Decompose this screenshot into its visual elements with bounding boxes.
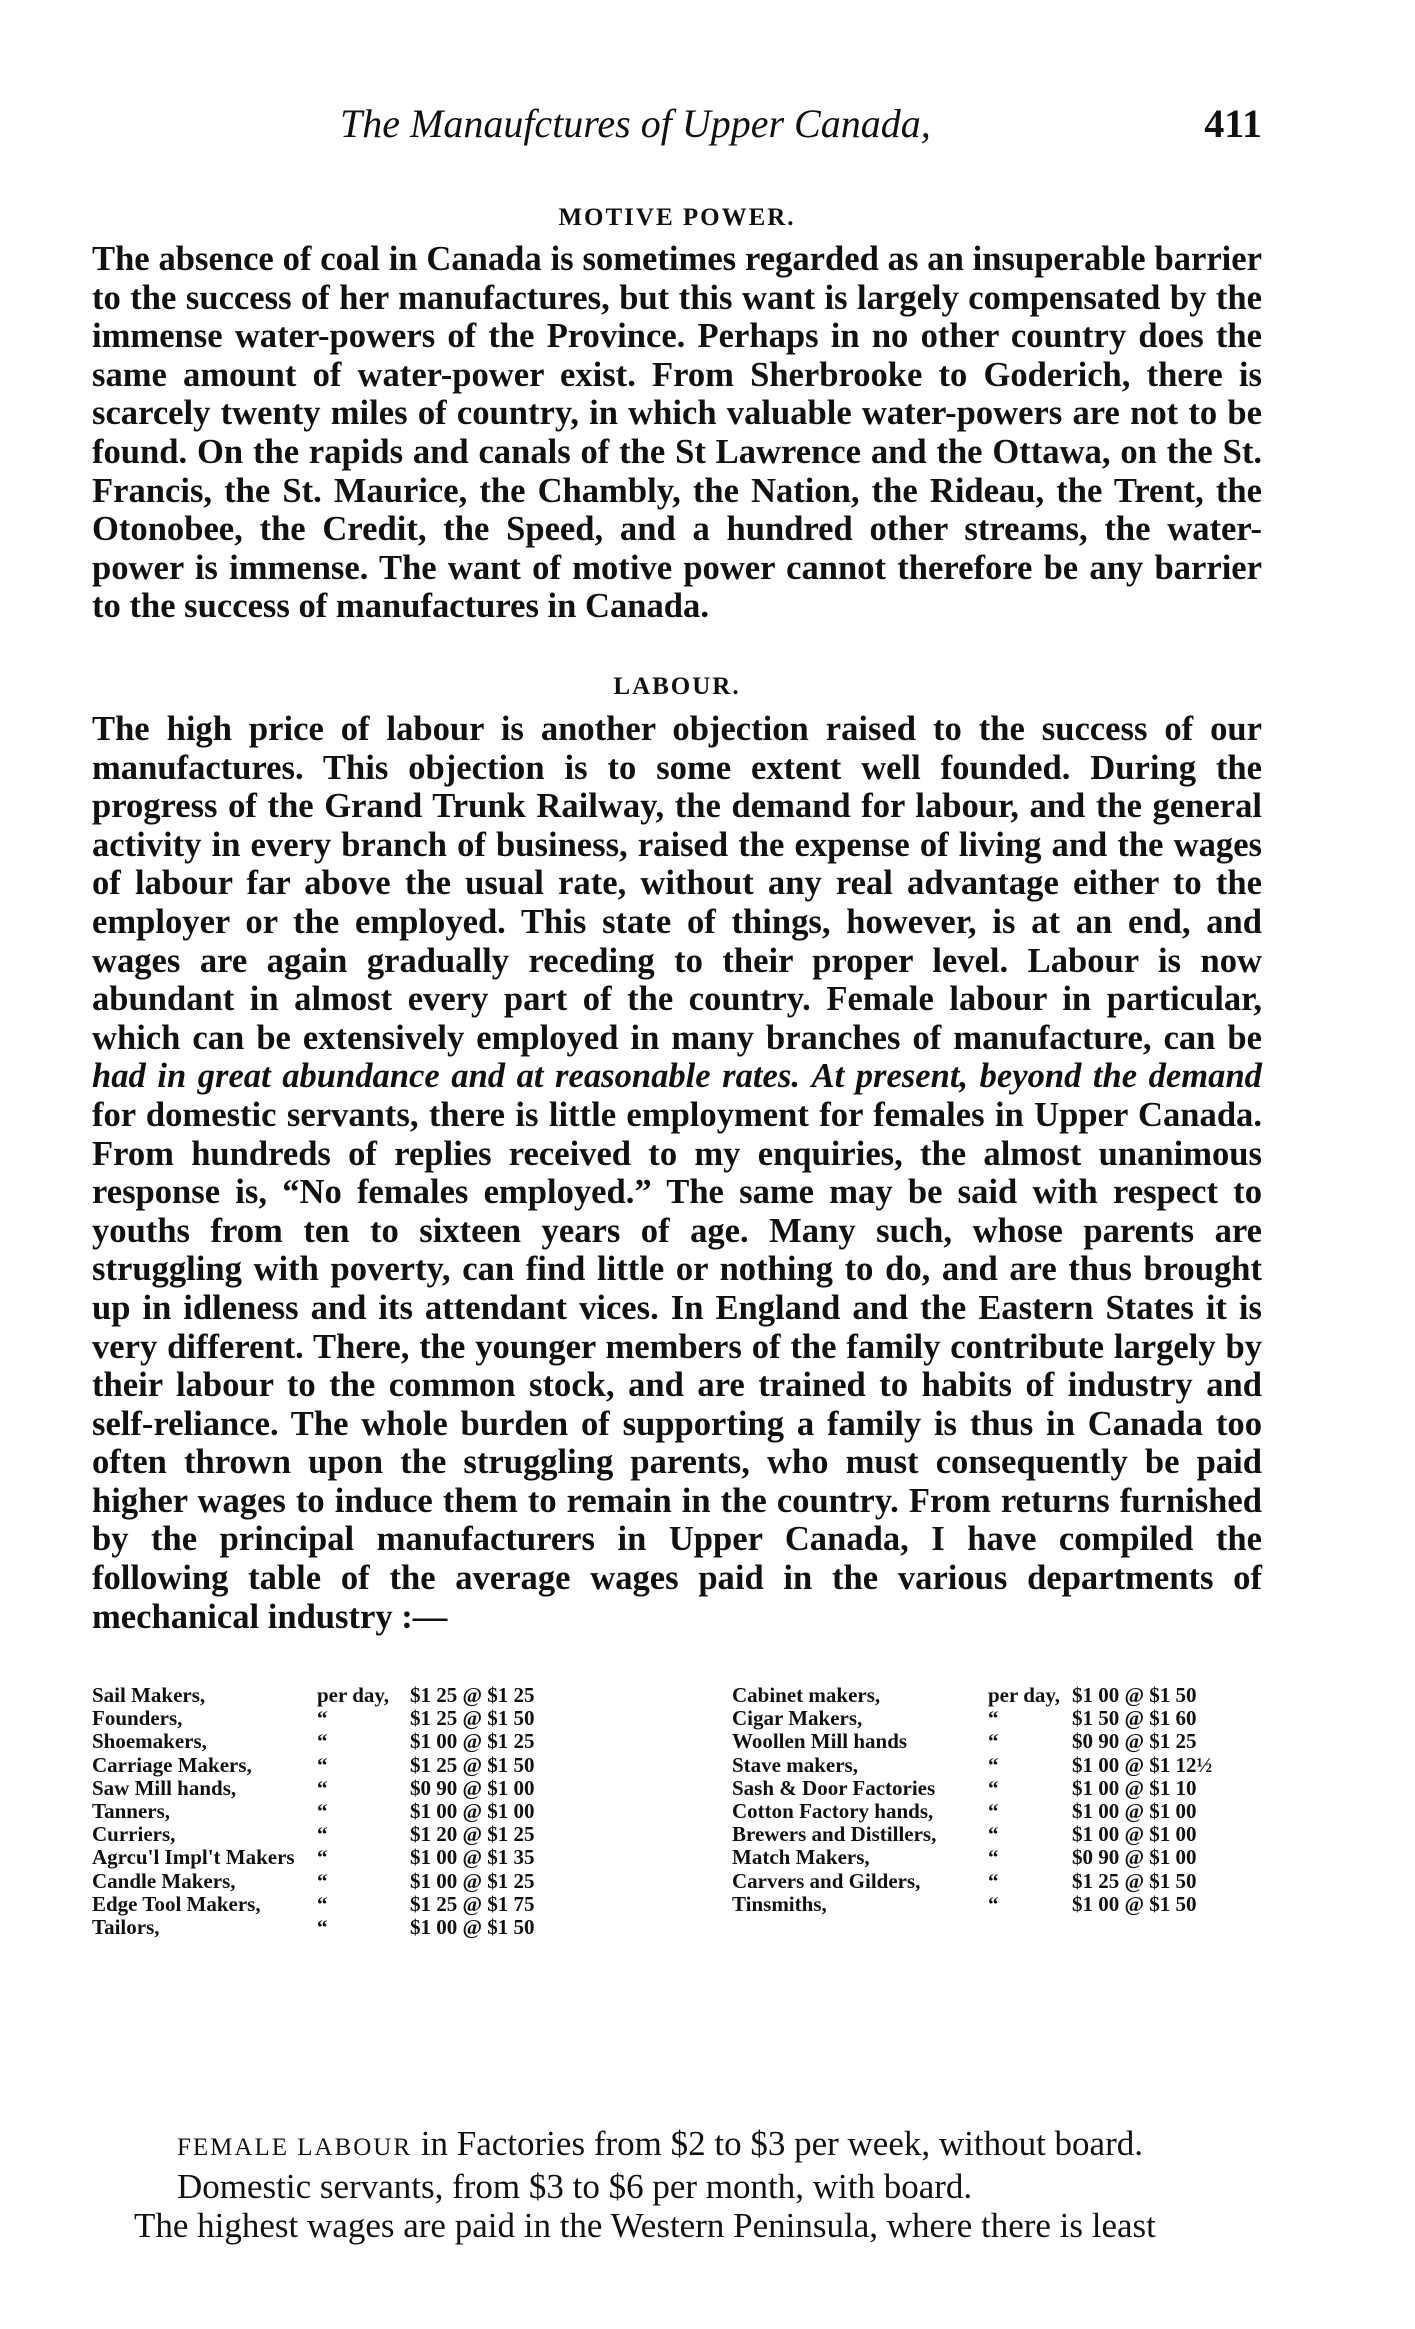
wage-trade: Cabinet makers, (732, 1683, 881, 1707)
wage-trade: Carriage Makers, (92, 1752, 252, 1777)
wage-trade: Woollen Mill hands (732, 1729, 908, 1754)
wage-trade: Tanners, (92, 1798, 171, 1823)
wage-row (92, 1823, 632, 1846)
domestic-servants-line: Domestic servants, from $3 to $6 per month, with board. (177, 2167, 973, 2206)
wage-unit: “ (988, 1729, 999, 1754)
labour-text-part-1: The high price of labour is another objection raised to the success of our manufactures. This objection is to some extent well founded. During the progress of the Grand Trunk Railway, the demand for labour, and the general activity in every branch of business, raised the expense of living and the wages of labour far above the usual rate, without any real advantage either to the employer or the employed. This state of things, however, is at an end, and wages are again gradually receding to their proper level. Labour is now abundant in almost every part of the country. Female labour in particular, which can be extensively employed in many branches of manufacture, can be (92, 710, 1262, 1057)
female-labour-label: FEMALE LABOUR (177, 2134, 413, 2161)
wage-trade: Curriers, (92, 1822, 176, 1847)
wage-row (92, 1916, 632, 1939)
wage-row (732, 1846, 1262, 1869)
wage-trade: Carvers and Gilders, (732, 1868, 921, 1893)
wage-unit: “ (317, 1752, 328, 1777)
wage-range: $1 20 @ $1 25 (410, 1822, 535, 1847)
wage-row (732, 1823, 1262, 1846)
wage-range: $1 25 @ $1 50 (410, 1752, 535, 1777)
wage-row (92, 1846, 632, 1869)
wage-unit: per day, (317, 1683, 389, 1707)
wage-trade: Tinsmiths, (732, 1891, 827, 1916)
wage-range: $1 25 @ $1 50 (1072, 1868, 1197, 1893)
wage-row (732, 1754, 1262, 1777)
wage-row (92, 1754, 632, 1777)
wage-row (92, 1893, 632, 1916)
wage-row (732, 1684, 1262, 1707)
wage-range: $1 25 @ $1 50 (410, 1706, 535, 1731)
wage-trade: Stave makers, (732, 1752, 858, 1777)
wage-unit: “ (988, 1798, 999, 1823)
wage-trade: Match Makers, (732, 1845, 870, 1870)
labour-italic-1: had in great abundance and at reasonable rates. (92, 1057, 800, 1096)
wage-unit: “ (317, 1868, 328, 1893)
wage-row (732, 1800, 1262, 1823)
paragraph-motive-power: The absence of coal in Canada is sometimes regarded as an insuperable barrier to the success of her manufactures, but this want is largely compensated by the immense water-powers of the Province. Perhaps in no other country does the same amount of water-power exist. From Sherbrooke to Goderich, there is scarcely twenty miles of country, in which valuable water-powers are not to be found. On the rapids and canals of the St Lawrence and the Ottawa, on the St. Francis, the St. Maurice, the Chambly, the Nation, the Rideau, the Trent, the Otonobee, the Credit, the Speed, and a hundred other streams, the water-power is immense. The want of motive power cannot therefore be any barrier to the success of manufactures in Canada. (92, 240, 1262, 626)
running-title: The Manaufctures of Upper Canada, (340, 101, 931, 146)
wage-row (732, 1730, 1262, 1753)
wage-trade: Tailors, (92, 1914, 160, 1939)
wage-unit: “ (988, 1752, 999, 1777)
wage-row (92, 1800, 632, 1823)
wage-row (732, 1870, 1262, 1893)
wage-trade: Edge Tool Makers, (92, 1891, 261, 1916)
wage-unit: “ (317, 1822, 328, 1847)
wage-row (92, 1777, 632, 1800)
labour-italic-2: At present, beyond the demand (811, 1057, 1262, 1096)
wage-unit: “ (988, 1822, 999, 1847)
wage-range: $1 00 @ $1 00 (1072, 1798, 1197, 1823)
wage-range: $1 25 @ $1 25 (410, 1683, 535, 1707)
labour-text-part-2: for domestic servants, there is little employment for females in Upper Canada. From hundreds of replies received to my enquiries, the almost unanimous response is, “No females employed.” The same may be said with respect to youths from ten to sixteen years of age. Many such, whose parents are struggling with poverty, can find little or nothing to do, and are thus brought up in idleness and its attendant vices. In England and the Eastern States it is very different. There, the younger members of the family contribute largely by their labour to the common stock, and are trained to habits of industry and self-reliance. The whole burden of supporting a family is thus in Canada too often thrown upon the struggling parents, who must consequently be paid higher wages to induce them to remain in the country. From returns furnished by the principal manufacturers in Upper Canada, I have compiled the following table of the average wages paid in the various departments of mechanical industry :— (92, 1095, 1262, 1636)
page-header (92, 100, 1262, 160)
wage-trade: Cigar Makers, (732, 1706, 863, 1731)
wage-range: $1 00 @ $1 00 (1072, 1822, 1197, 1847)
western-peninsula-line: The highest wages are paid in the Western Peninsula, where there is least (134, 2206, 1156, 2245)
wage-trade: Founders, (92, 1706, 183, 1731)
wage-row (92, 1684, 632, 1707)
wage-row (92, 1730, 632, 1753)
wage-range: $1 00 @ $1 12½ (1072, 1752, 1213, 1777)
wage-range: $0 90 @ $1 25 (1072, 1729, 1197, 1754)
wage-range: $0 90 @ $1 00 (1072, 1845, 1197, 1870)
wages-column-left (92, 1684, 632, 1939)
wage-range: $1 00 @ $1 25 (410, 1729, 535, 1754)
wage-trade: Shoemakers, (92, 1729, 207, 1754)
wage-range: $1 00 @ $1 35 (410, 1845, 535, 1870)
wage-row (92, 1870, 632, 1893)
wage-trade: Sash & Door Factories (732, 1775, 936, 1800)
wage-trade: Agrcu'l Impl't Makers (92, 1845, 295, 1870)
wage-unit: “ (317, 1729, 328, 1754)
wage-trade: Cotton Factory hands, (732, 1798, 934, 1823)
wage-range: $1 00 @ $1 50 (410, 1914, 535, 1939)
wage-unit: per day, (988, 1683, 1060, 1707)
wage-range: $1 25 @ $1 75 (410, 1891, 535, 1916)
female-labour-line (92, 2124, 1262, 2167)
wage-trade: Saw Mill hands, (92, 1775, 237, 1800)
female-labour-text: in Factories from $2 to $3 per week, without board. (412, 2124, 1143, 2163)
section-heading-motive-power: MOTIVE POWER. (558, 204, 796, 231)
wage-trade: Brewers and Distillers, (732, 1822, 937, 1847)
wage-range: $1 00 @ $1 50 (1072, 1683, 1197, 1707)
wage-range: $1 00 @ $1 10 (1072, 1775, 1197, 1800)
footer-text (92, 2124, 1262, 2245)
wage-unit: “ (317, 1775, 328, 1800)
wage-row (732, 1893, 1262, 1916)
wage-range: $1 00 @ $1 00 (410, 1798, 535, 1823)
wage-row (732, 1777, 1262, 1800)
wage-range: $1 00 @ $1 50 (1072, 1891, 1197, 1916)
wage-unit: “ (988, 1891, 999, 1916)
wage-unit: “ (988, 1706, 999, 1731)
wage-unit: “ (317, 1798, 328, 1823)
wage-unit: “ (317, 1706, 328, 1731)
wage-unit: “ (317, 1845, 328, 1870)
wage-range: $1 50 @ $1 60 (1072, 1706, 1197, 1731)
wage-range: $1 00 @ $1 25 (410, 1868, 535, 1893)
wage-unit: “ (317, 1914, 328, 1939)
wage-unit: “ (988, 1775, 999, 1800)
wage-unit: “ (317, 1891, 328, 1916)
wage-unit: “ (988, 1845, 999, 1870)
wage-range: $0 90 @ $1 00 (410, 1775, 535, 1800)
wage-trade: Sail Makers, (92, 1683, 206, 1707)
wage-unit: “ (988, 1868, 999, 1893)
wage-trade: Candle Makers, (92, 1868, 236, 1893)
paragraph-labour (92, 710, 1262, 1636)
page-number: 411 (1204, 101, 1262, 146)
wage-row (732, 1707, 1262, 1730)
section-heading-labour: LABOUR. (613, 673, 741, 700)
wages-column-right (732, 1684, 1262, 1916)
wage-row (92, 1707, 632, 1730)
